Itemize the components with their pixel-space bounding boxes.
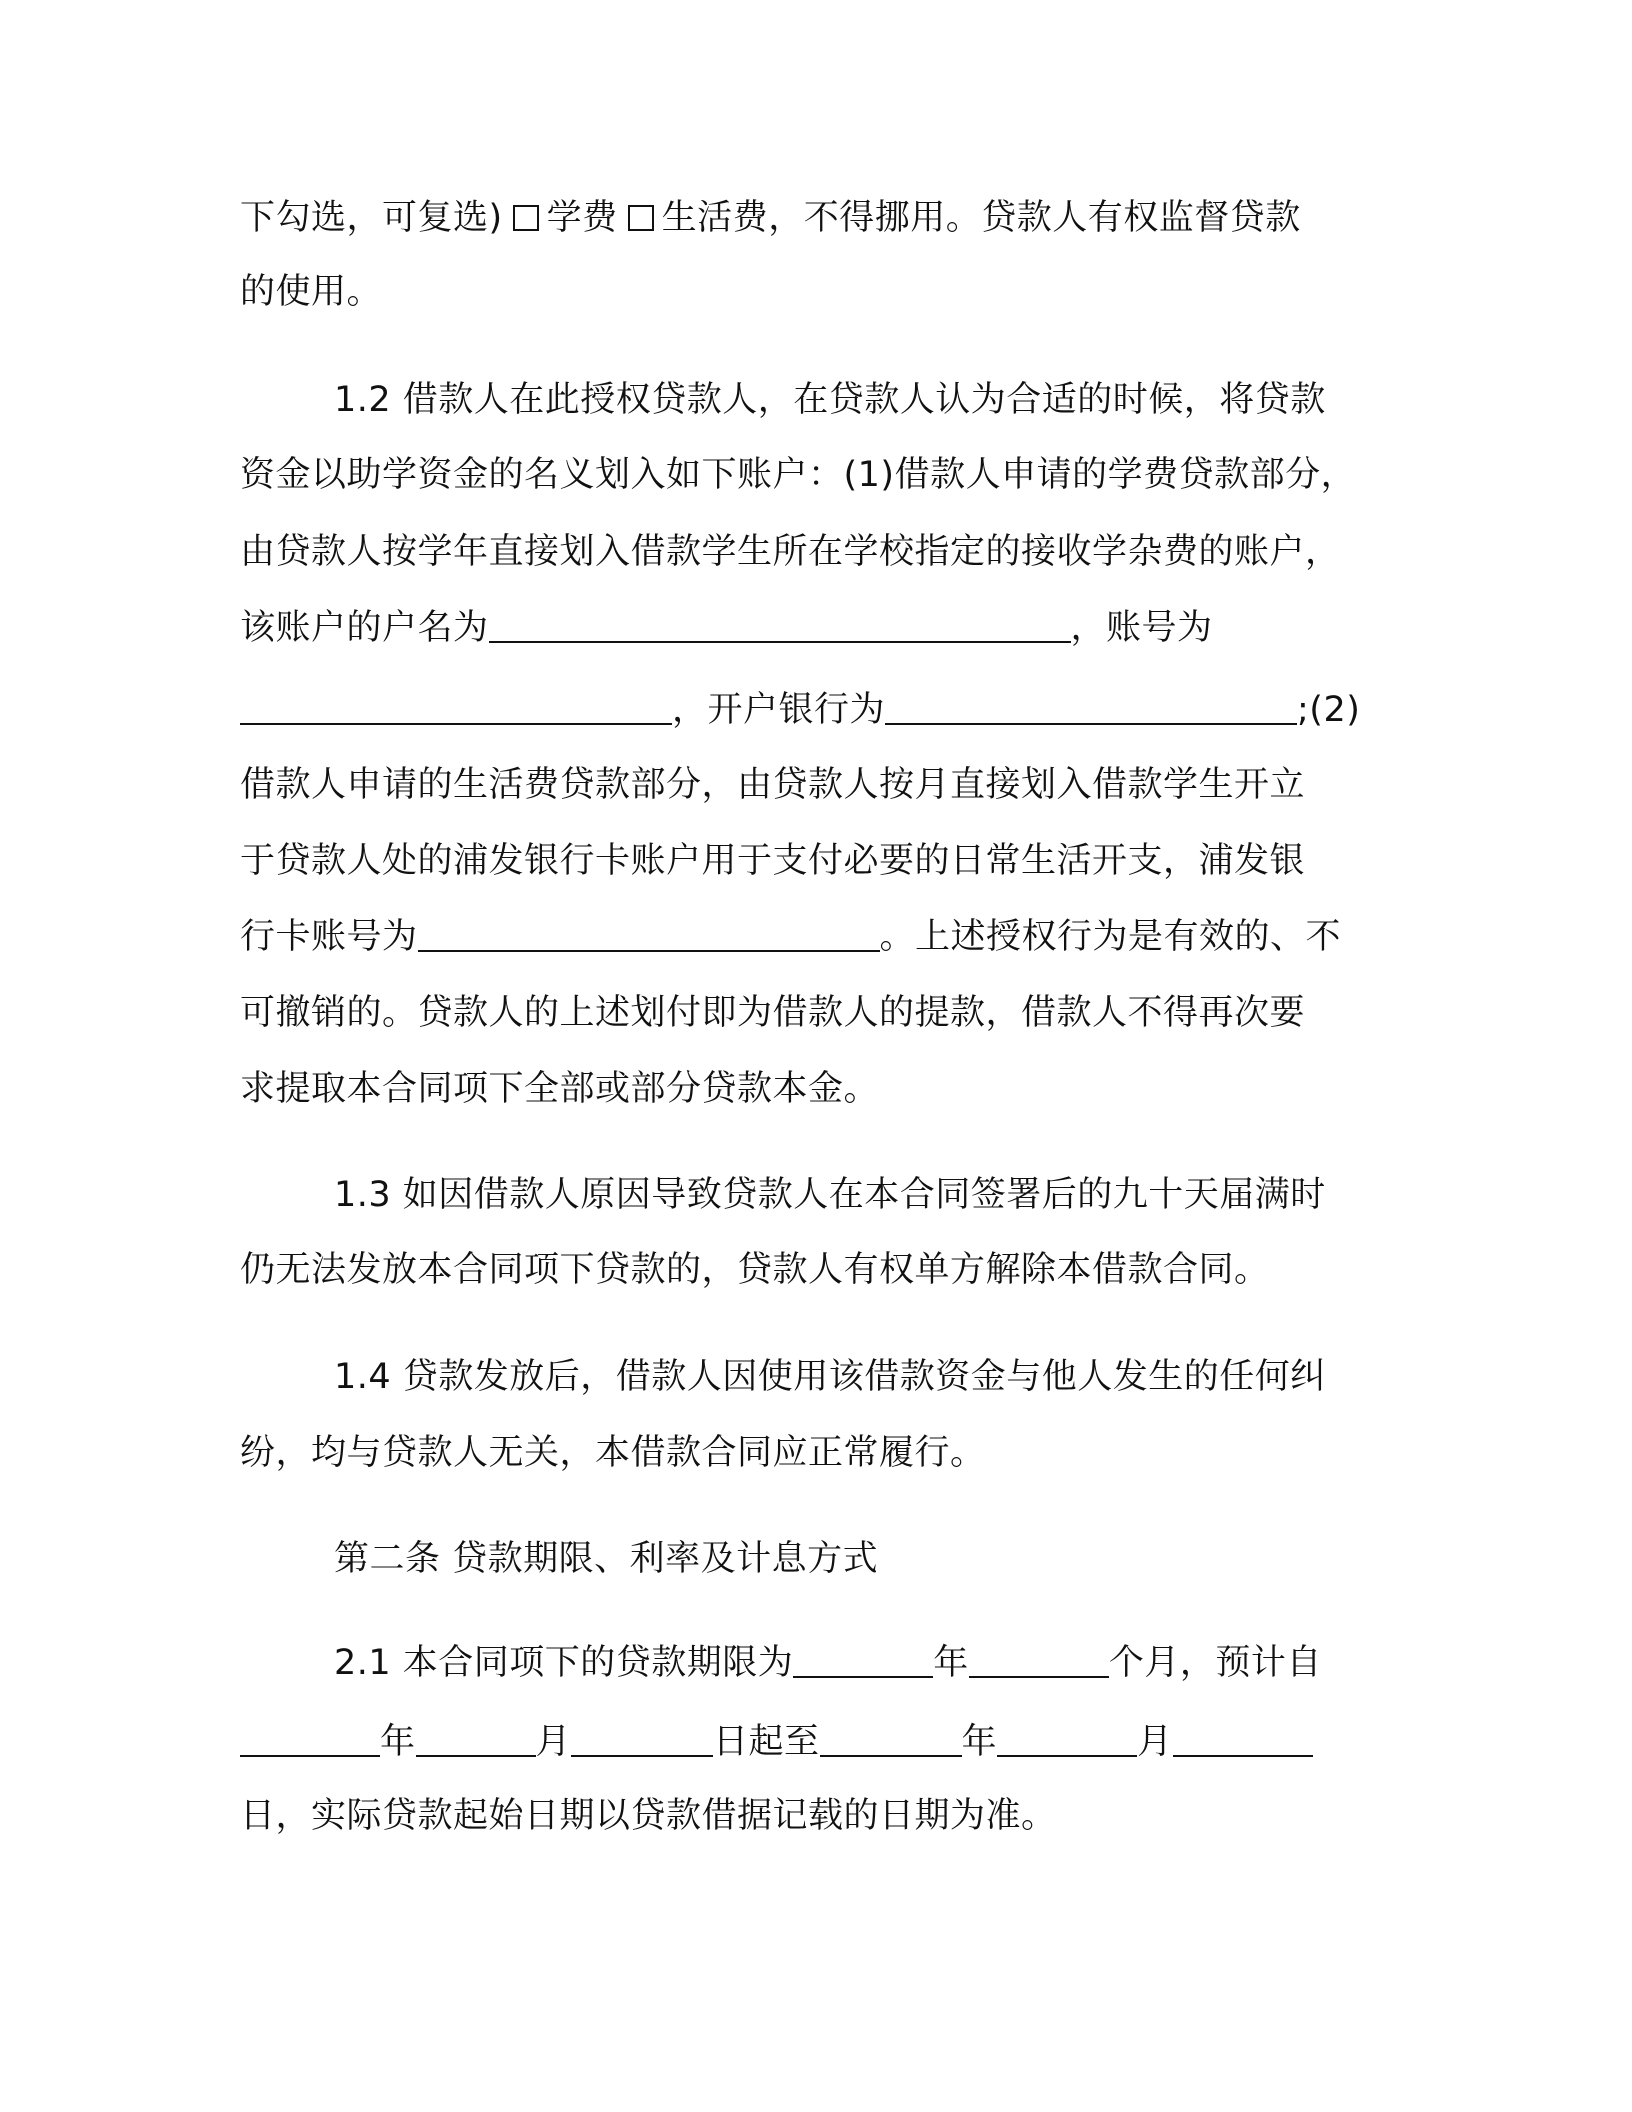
text-segment: 可撤销的。贷款人的上述划付即为借款人的提款，借款人不得再次要 (240, 993, 1306, 1033)
loan-term-months-blank[interactable] (969, 1642, 1109, 1678)
article-2-heading (334, 1534, 878, 1584)
clause-1-4-line-2 (240, 1428, 986, 1478)
text-segment: ，账号为 (1070, 608, 1213, 648)
text-segment: 纷，均与贷款人无关，本借款合同应正常履行。 (240, 1433, 986, 1473)
clause-1-2-line-2 (240, 450, 1356, 500)
text-segment: 1.4 贷款发放后，借款人因使用该借款资金与他人发生的任何纠 (334, 1357, 1326, 1397)
clause-1-3-line-2 (240, 1245, 1270, 1295)
text-segment: 仍无法发放本合同项下贷款的，贷款人有权单方解除本借款合同。 (240, 1250, 1270, 1290)
clause-1-2-line-1 (334, 375, 1326, 425)
para-usage-line-2 (240, 267, 382, 317)
clause-2-1-line-1 (334, 1638, 1322, 1688)
clause-1-2-line-5 (240, 685, 1360, 735)
text-segment: ;(2) (1297, 690, 1361, 730)
start-month-blank[interactable] (416, 1721, 536, 1757)
account-name-blank[interactable] (489, 607, 1071, 643)
text-segment: 该账户的户名为 (240, 608, 489, 648)
text-segment: 2.1 本合同项下的贷款期限为 (334, 1643, 794, 1683)
clause-1-2-line-10 (240, 1064, 879, 1114)
text-segment: 日，实际贷款起始日期以贷款借据记载的日期为准。 (240, 1796, 1057, 1836)
tuition-checkbox[interactable] (513, 205, 539, 231)
text-segment: 年 (961, 1722, 998, 1762)
text-segment: 月 (1137, 1722, 1173, 1762)
clause-2-1-line-2 (240, 1717, 1313, 1767)
clause-1-4-line-1 (334, 1352, 1326, 1402)
clause-1-2-line-6 (240, 760, 1305, 810)
spdb-card-number-blank[interactable] (418, 916, 880, 952)
start-year-blank[interactable] (240, 1721, 380, 1757)
text-segment: 于贷款人处的浦发银行卡账户用于支付必要的日常生活开支，浦发银 (240, 841, 1306, 881)
text-segment: 借款人申请的生活费贷款部分，由贷款人按月直接划入借款学生开立 (240, 765, 1306, 805)
para-usage-line-1 (240, 193, 1301, 243)
text-segment: ，开户银行为 (672, 690, 886, 730)
clause-1-2-line-9 (240, 988, 1305, 1038)
text-segment: 资金以助学资金的名义划入如下账户：(1)借款人申请的学费贷款部分， (240, 455, 1357, 495)
loan-term-years-blank[interactable] (793, 1642, 933, 1678)
tuition-label: 学费 (546, 198, 618, 238)
text-segment: 行卡账号为 (240, 917, 418, 957)
account-number-blank[interactable] (240, 689, 672, 725)
clause-1-2-line-3 (240, 527, 1341, 577)
clause-1-2-line-8 (240, 912, 1341, 962)
text-segment: 年 (933, 1643, 969, 1683)
living-expense-checkbox[interactable] (628, 205, 654, 231)
end-month-blank[interactable] (997, 1721, 1137, 1757)
text-segment: ，不得挪用。贷款人有权监督贷款 (768, 198, 1301, 238)
start-day-blank[interactable] (571, 1721, 713, 1757)
text-segment: 年 (380, 1722, 416, 1762)
end-day-blank[interactable] (1173, 1721, 1313, 1757)
clause-2-1-line-3 (240, 1791, 1057, 1841)
text-segment: 由贷款人按学年直接划入借款学生所在学校指定的接收学杂费的账户， (240, 532, 1341, 572)
text-segment: 。上述授权行为是有效的、不 (879, 917, 1342, 957)
text-segment: 1.2 借款人在此授权贷款人，在贷款人认为合适的时候，将贷款 (334, 380, 1326, 420)
text-segment: 月 (535, 1722, 572, 1762)
text-segment: 的使用。 (240, 272, 383, 312)
clause-1-2-line-7 (240, 836, 1305, 886)
heading-text: 第二条 贷款期限、利率及计息方式 (334, 1539, 879, 1579)
text-segment: 日起至 (713, 1722, 820, 1762)
living-expense-label: 生活费 (661, 198, 769, 238)
text-segment: 下勾选，可复选) (240, 198, 503, 238)
text-segment: 求提取本合同项下全部或部分贷款本金。 (240, 1069, 880, 1109)
text-segment: 个月，预计自 (1108, 1643, 1322, 1683)
end-year-blank[interactable] (820, 1721, 962, 1757)
bank-name-blank[interactable] (885, 689, 1297, 725)
clause-1-3-line-1 (334, 1170, 1326, 1220)
text-segment: 1.3 如因借款人原因导致贷款人在本合同签署后的九十天届满时 (334, 1175, 1326, 1215)
clause-1-2-line-4 (240, 603, 1213, 653)
